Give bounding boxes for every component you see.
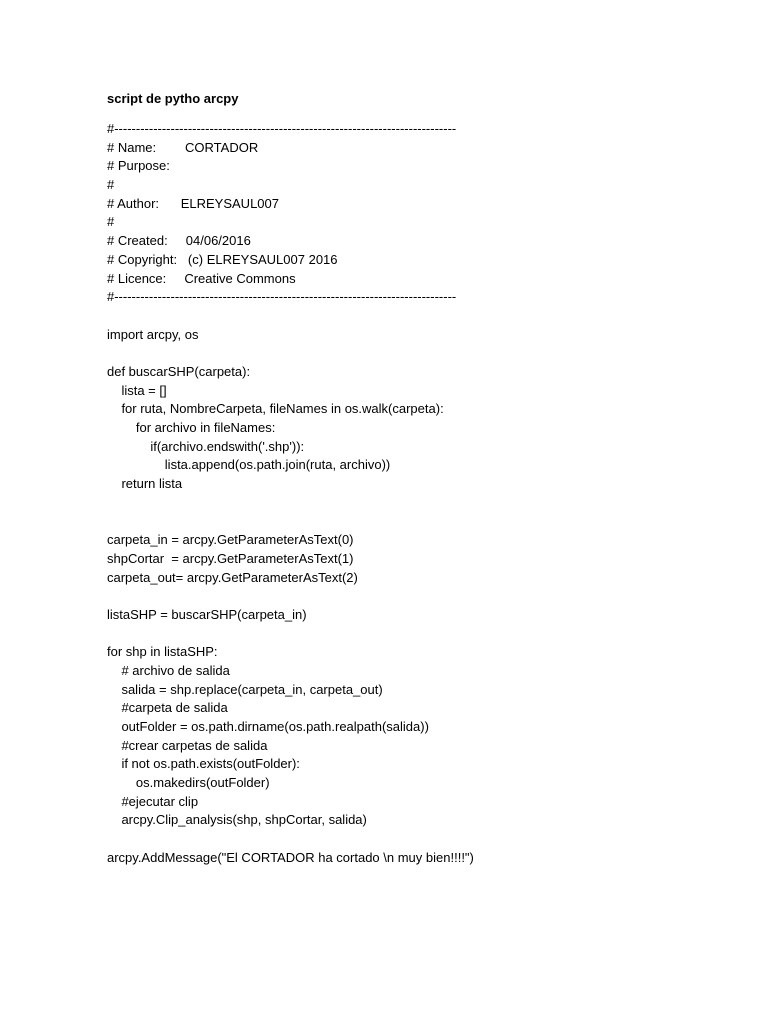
code-line: arcpy.AddMessage("El CORTADOR ha cortado \n muy bien!!!!") [107, 849, 474, 865]
code-line [107, 512, 727, 531]
code-line: for archivo in fileNames: [107, 420, 276, 435]
code-line: outFolder = os.path.dirname(os.path.realpath(salida)) [107, 719, 429, 734]
code-line: if(archivo.endswith('.shp')): [107, 438, 305, 454]
code-line: for ruta, NombreCarpeta, fileNames in os.walk(carpeta): [107, 401, 444, 417]
code-line: os.makedirs(outFolder) [107, 775, 270, 791]
code-line: import arcpy, os [107, 326, 199, 342]
code-line: listaSHP = buscarSHP(carpeta_in) [107, 606, 307, 622]
code-line: #carpeta de salida [107, 700, 228, 716]
code-line: # archivo de salida [107, 662, 230, 678]
code-line [107, 307, 727, 326]
code-line: arcpy.Clip_analysis(shp, shpCortar, salida) [107, 812, 367, 828]
code-line: carpeta_in = arcpy.GetParameterAsText(0) [107, 532, 354, 548]
code-line [107, 344, 727, 363]
code-line: shpCortar = arcpy.GetParameterAsText(1) [107, 550, 354, 566]
code-line: # Author: ELREYSAUL007 [107, 195, 279, 211]
code-line: carpeta_out= arcpy.GetParameterAsText(2) [107, 569, 358, 585]
code-line: # [107, 177, 115, 193]
code-line: #ejecutar clip [107, 793, 199, 809]
code-line: def buscarSHP(carpeta): [107, 363, 251, 379]
code-line [107, 625, 727, 644]
code-line: return lista [107, 476, 183, 492]
code-line: lista.append(os.path.join(ruta, archivo)) [107, 457, 391, 473]
code-line: for shp in listaSHP: [107, 644, 218, 660]
code-line: lista = [] [107, 382, 167, 398]
code-line: if not os.path.exists(outFolder): [107, 756, 300, 772]
code-line: # Licence: Creative Commons [107, 270, 296, 286]
code-line: #------------------------------------------------------------------------------- [107, 121, 457, 136]
document-title: script de pytho arcpy [107, 91, 239, 106]
code-line: # Copyright: (c) ELREYSAUL007 2016 [107, 251, 338, 267]
code-line [107, 494, 727, 513]
code-block [107, 120, 727, 868]
code-line [107, 587, 727, 606]
code-line: #crear carpetas de salida [107, 737, 268, 753]
code-line: # [107, 214, 115, 230]
code-line [107, 830, 727, 849]
code-line: # Created: 04/06/2016 [107, 233, 251, 249]
code-line: # Purpose: [107, 158, 170, 174]
code-line: # Name: CORTADOR [107, 139, 259, 155]
code-line: salida = shp.replace(carpeta_in, carpeta_out) [107, 681, 383, 697]
code-line: #------------------------------------------------------------------------------- [107, 289, 457, 305]
